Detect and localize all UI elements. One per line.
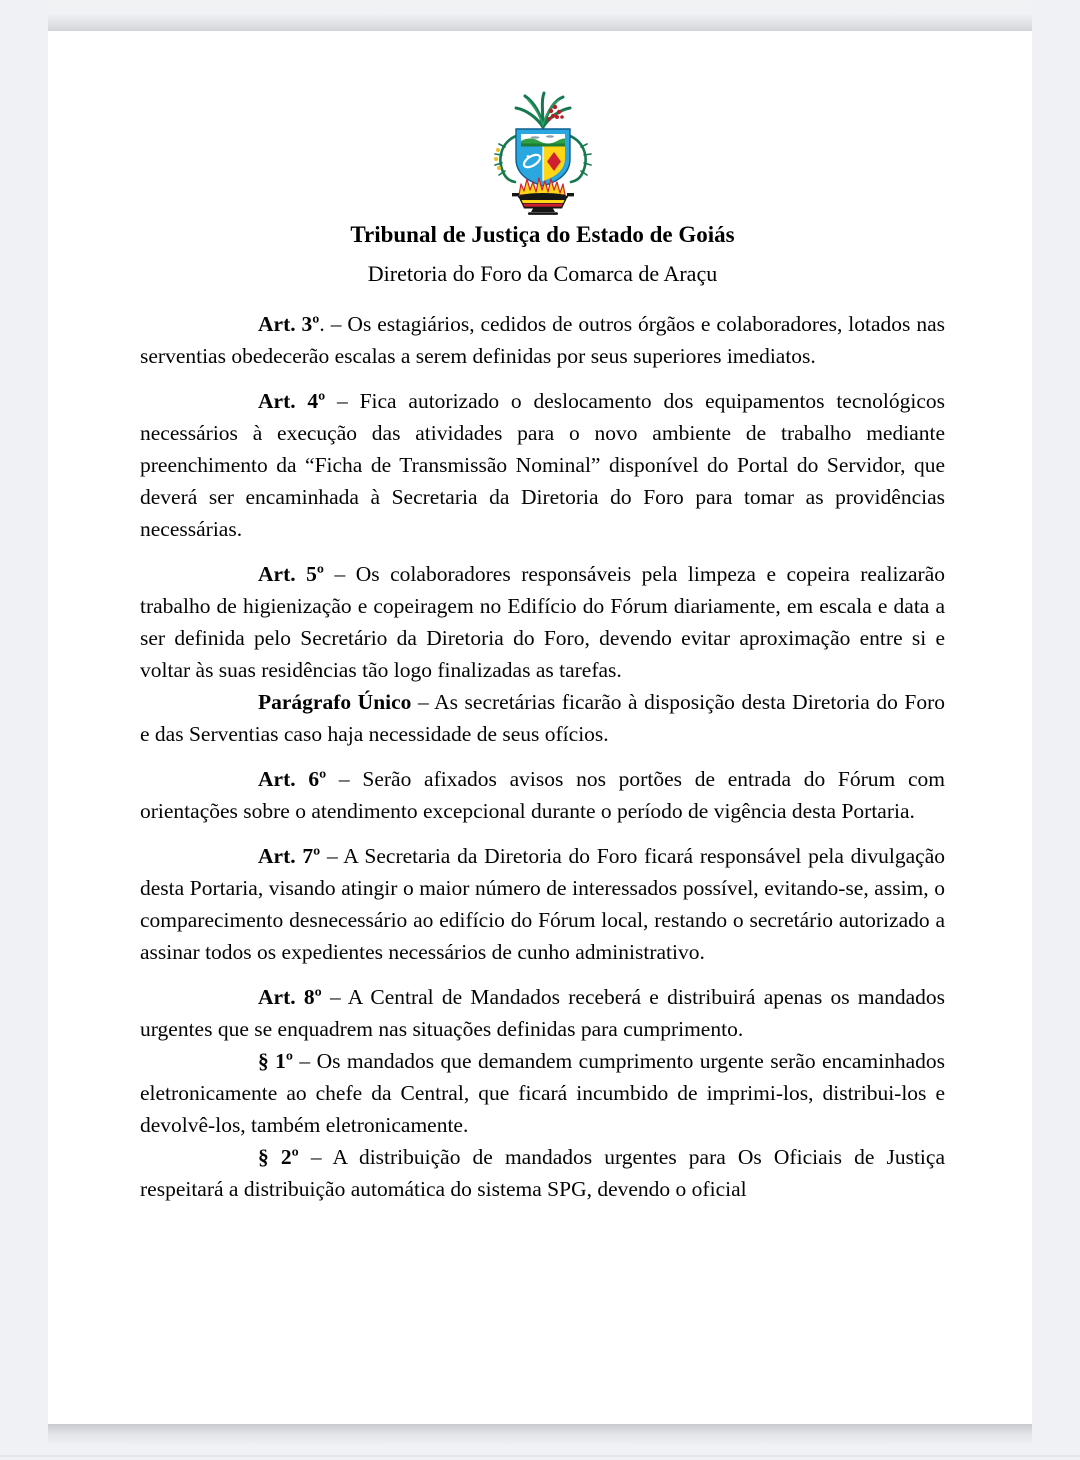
paragrafo-unico-lead: Parágrafo Único [258,690,412,714]
paragraph-section-2 [140,1141,945,1205]
document-page [48,31,1032,1424]
document-body [140,308,945,1205]
article-8-text: – A Central de Mandados receberá e distribuirá apenas os mandados urgentes que se enquadrem nas situações definidas para cumprimento. [140,985,945,1041]
article-7-lead: Art. 7º [258,844,321,868]
paragrafo-unico-text: – As secretárias ficarão à disposição desta Diretoria do Foro e das Serventias caso haja necessidade de seus ofícios. [140,690,945,746]
section-2-text: – A distribuição de mandados urgentes para Os Oficiais de Justiça respeitará a distribuição automática do sistema SPG, devendo o oficial [140,1145,945,1201]
article-8-lead: Art. 8º [258,985,322,1009]
section-1-text: – Os mandados que demandem cumprimento urgente serão encaminhados eletronicamente ao chefe da Central, que ficará incumbido de imprimi-los, distribui-los e devolvê-los, também eletronicamente. [140,1049,945,1137]
paragraph-art-3 [140,308,945,372]
article-6-lead: Art. 6º [258,767,327,791]
article-4-text: – Fica autorizado o deslocamento dos equipamentos tecnológicos necessários à execução das atividades para o novo ambiente de trabalho mediante preenchimento da “Ficha de Transmissão Nominal” disponível do Portal do Servidor, que deverá ser encaminhada à Secretaria da Diretoria do Foro para tomar as providências necessárias. [140,389,946,541]
paragraph-art-4 [140,385,945,545]
goias-coat-of-arms-icon [482,91,604,217]
paragraph-art-6 [140,763,945,827]
paragraph-paragrafo-unico [140,686,945,750]
document-title: Tribunal de Justiça do Estado de Goiás [350,222,735,247]
document-subtitle: Diretoria do Foro da Comarca de Araçu [367,261,718,286]
article-6-text: – Serão afixados avisos nos portões de entrada do Fórum com orientações sobre o atendimento excepcional durante o período de vigência desta Portaria. [140,767,946,823]
page-gap-top [48,0,1032,31]
article-5-text: – Os colaboradores responsáveis pela limpeza e copeira realizarão trabalho de higienização e copeiragem no Edifício do Fórum diariamente, em escala e data a ser definida pelo Secretário da Diretoria do Foro, devendo evitar aproximação entre si e voltar às suas residências tão logo finalizadas as tarefas. [140,562,946,682]
article-4-lead: Art. 4º [258,389,326,413]
paragraph-art-8 [140,981,945,1045]
article-3-text: . – Os estagiários, cedidos de outros órgãos e colaboradores, lotados nas serventias obedecerão escalas a serem definidas por seus superiores imediatos. [140,312,946,368]
article-7-text: – A Secretaria da Diretoria do Foro ficará responsável pela divulgação desta Portaria, visando atingir o maior número de interessados possível, evitando-se, assim, o comparecimento desnecessário ao edifício do Fórum local, restando o secretário autorizado a assinar todos os expedientes necessários de cunho administrativo. [140,844,945,964]
section-2-lead: § 2º [258,1145,299,1169]
page-bottom-shadow [48,1424,1032,1446]
section-1-lead: § 1º [258,1049,294,1073]
article-5-lead: Art. 5º [258,562,324,586]
paragraph-art-7 [140,840,945,968]
paragraph-section-1 [140,1045,945,1141]
article-3-lead: Art. 3º [258,312,320,336]
paragraph-art-5 [140,558,945,686]
viewer-bottom-divider [0,1455,1080,1457]
